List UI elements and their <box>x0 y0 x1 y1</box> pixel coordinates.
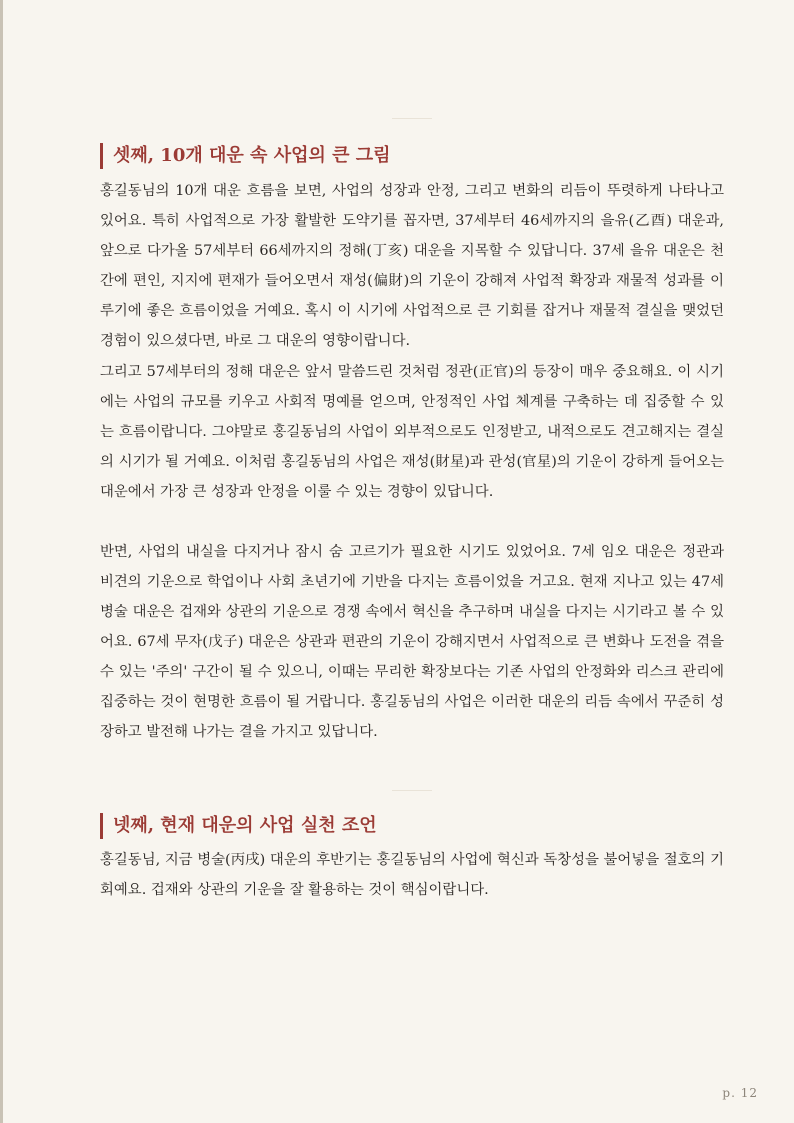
paragraph-2: 그리고 57세부터의 정해 대운은 앞서 말씀드린 것처럼 정관(正官)의 등장이 매우 중요해요. 이 시기에는 사업의 규모를 키우고 사회적 명예를 얻으며, 안정적인 사업 체계를 구축하는 데 집중할 수 있는 흐름이랍니다. 그야말로 홍길동님의 사업이 외부적으로도 인정받고, 내적으로도 견고해지는 결실의 시기가 될 거예요. 이처럼 홍길동님의 사업은 재성(財星)과 관성(官星)의 기운이 강하게 들어오는 대운에서 가장 큰 성장과 안정을 이룰 수 있는 경향이 있답니다. <box>100 364 724 500</box>
section-divider-mid <box>392 790 432 791</box>
section-title-4: 넷째, 현재 대운의 사업 실천 조언 <box>100 813 377 839</box>
page-number: p. 12 <box>722 1086 758 1100</box>
page-edge <box>0 0 3 1123</box>
paragraph-1: 홍길동님의 10개 대운 흐름을 보면, 사업의 성장과 안정, 그리고 변화의 리듬이 뚜렷하게 나타나고 있어요. 특히 사업적으로 가장 활발한 도약기를 꼽자면, 37세부터 46세까지의 을유(乙酉) 대운과, 앞으로 다가올 57세부터 66세까지의 정해(丁亥) 대운을 지목할 수 있답니다. 37세 을유 대운은 천간에 편인, 지지에 편재가 들어오면서 재성(偏財)의 기운이 강해져 사업적 확장과 재물적 성과를 이루기에 좋은 흐름이었을 거예요. 혹시 이 시기에 사업적으로 큰 기회를 잡거나 재물적 결실을 맺었던 경험이 있으셨다면, 바로 그 대운의 영향이랍니다. <box>100 183 724 349</box>
paragraph-4: 홍길동님, 지금 병술(丙戌) 대운의 후반기는 홍길동님의 사업에 혁신과 독창성을 불어넣을 절호의 기회예요. 겁재와 상관의 기운을 잘 활용하는 것이 핵심이랍니다. <box>100 852 724 898</box>
section-divider-top <box>392 118 432 119</box>
paragraph-3: 반면, 사업의 내실을 다지거나 잠시 숨 고르기가 필요한 시기도 있었어요. 7세 임오 대운은 정관과 비견의 기운으로 학업이나 사회 초년기에 기반을 다지는 흐름이었을 거고요. 현재 지나고 있는 47세 병술 대운은 겁재와 상관의 기운으로 경쟁 속에서 혁신을 추구하며 내실을 다지는 시기라고 볼 수 있어요. 67세 무자(戊子) 대운은 상관과 편관의 기운이 강해지면서 사업적으로 큰 변화나 도전을 겪을 수 있는 '주의' 구간이 될 수 있으니, 이때는 무리한 확장보다는 기존 사업의 안정화와 리스크 관리에 집중하는 것이 현명한 흐름이 될 거랍니다. 홍길동님의 사업은 이러한 대운의 리듬 속에서 꾸준히 성장하고 발전해 나가는 결을 가지고 있답니다. <box>100 544 724 740</box>
section-title-3: 셋째, 10개 대운 속 사업의 큰 그림 <box>100 143 391 169</box>
